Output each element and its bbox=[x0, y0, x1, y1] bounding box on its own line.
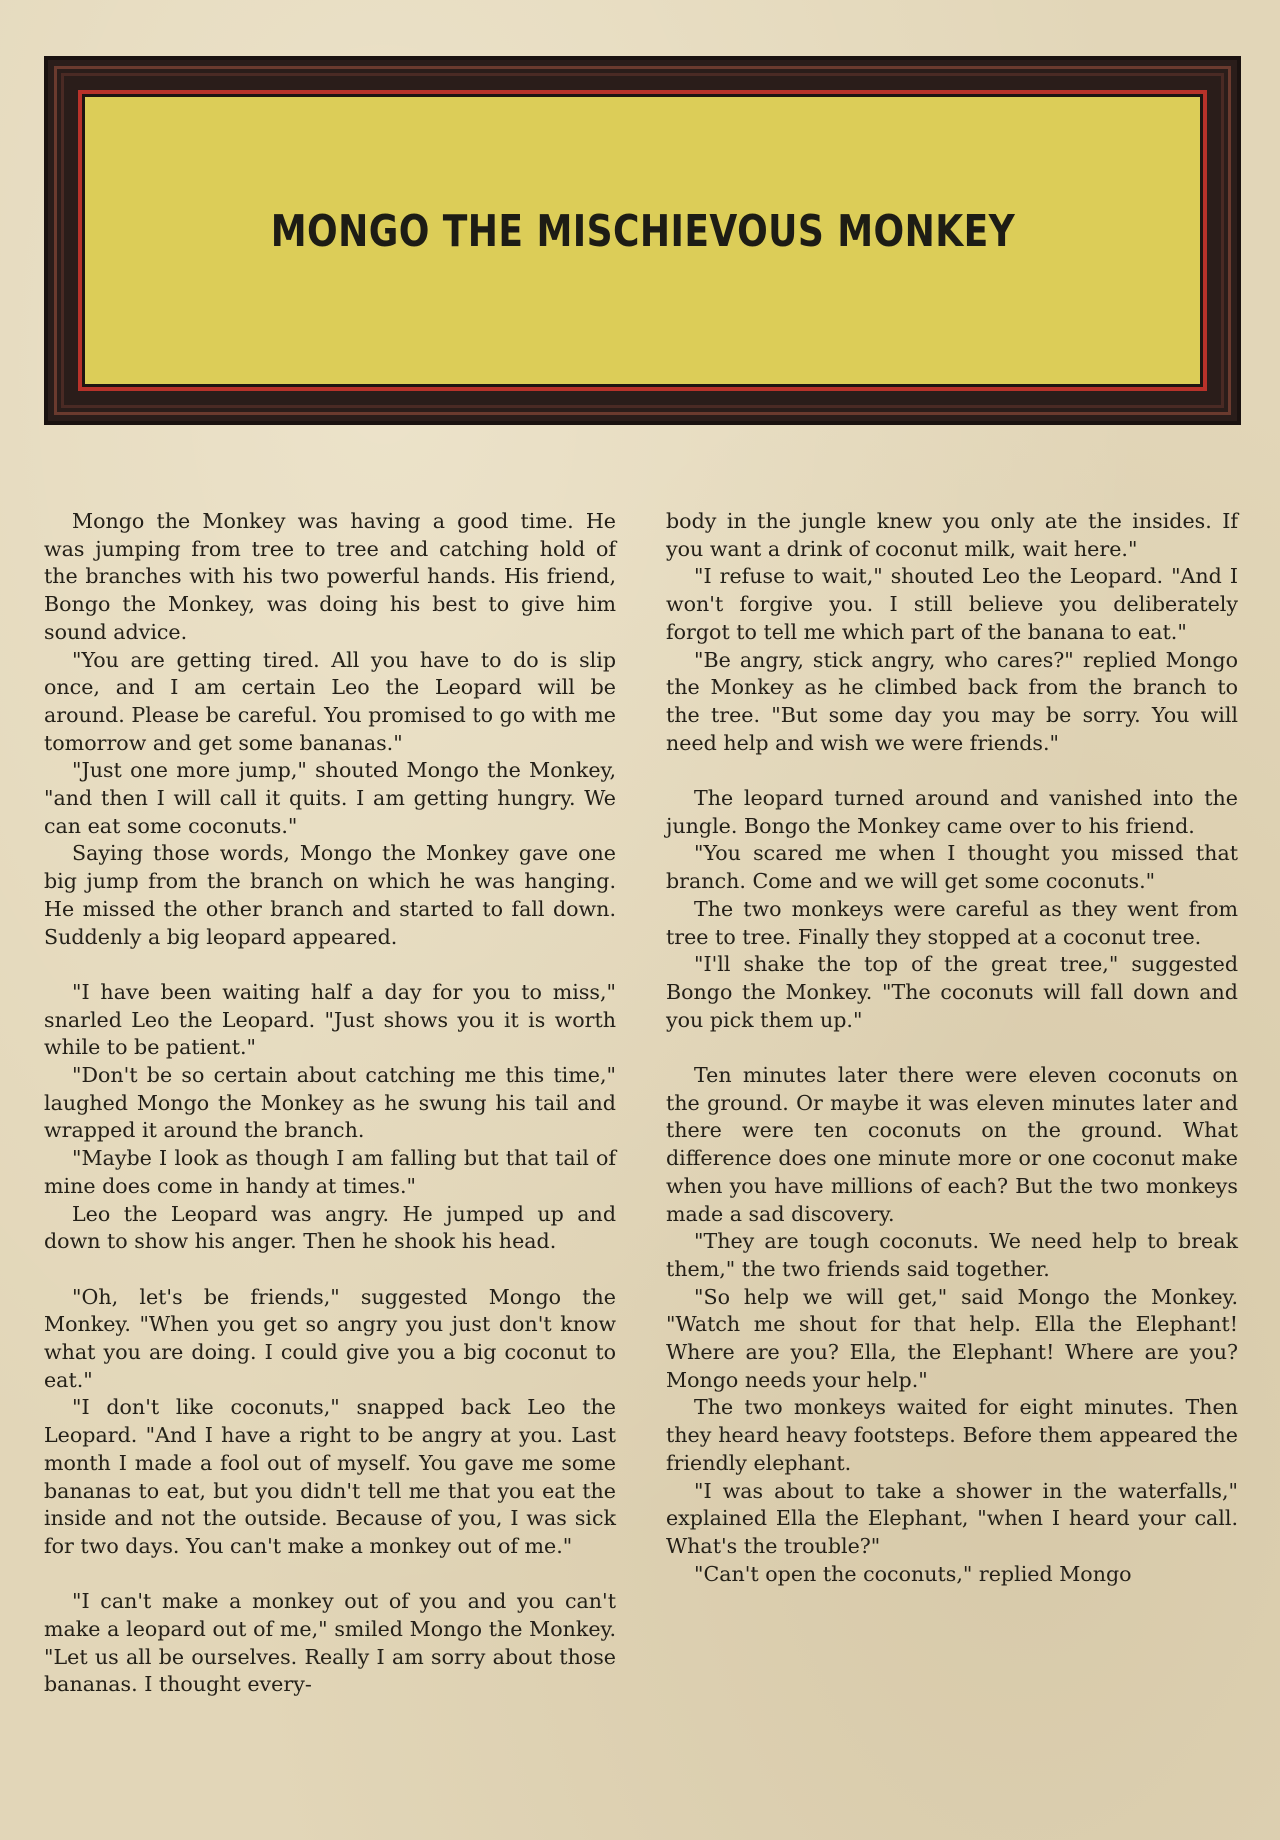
paragraph: "I have been waiting half a day for you to miss," snarled Leo the Leopard. "Just shows you it is worth while to be patient." bbox=[44, 979, 616, 1060]
paragraph: "Just one more jump," shouted Mongo the Monkey, "and then I will call it quits. I am getting hungry. We can eat some coconuts." bbox=[44, 758, 616, 838]
paragraph: "I can't make a monkey out of you and you can't make a leopard out of me," smiled Mongo the Monkey. "Let us all be ourselves. Really I am sorry about those bananas. I thought every- bbox=[44, 1589, 616, 1697]
paragraph: "You are getting tired. All you have to do is slip once, and I am certain Leo the Leopard will be around. Please be careful. You promised to go with me tomorrow and get some bananas." bbox=[44, 647, 616, 755]
right-text-column bbox=[666, 508, 1238, 1588]
paragraph: "Maybe I look as though I am falling but that tail of mine does come in handy at times." bbox=[44, 1146, 616, 1198]
paragraph: "I refuse to wait," shouted Leo the Leopard. "And I won't forgive you. I still believe you deliberately forgot to tell me which part of the banana to eat." bbox=[666, 564, 1238, 644]
paragraph: Leo the Leopard was angry. He jumped up and down to show his anger. Then he shook his head. bbox=[44, 1201, 616, 1254]
paragraph: "I was about to take a shower in the waterfalls," explained Ella the Elephant, "when I heard your call. What's the trouble?" bbox=[666, 1478, 1238, 1558]
story-title: MONGO THE MISCHIEVOUS MONKEY bbox=[270, 206, 1015, 257]
paragraph: "Can't open the coconuts," replied Mongo bbox=[694, 1561, 1132, 1586]
paragraph: "I don't like coconuts," snapped back Leo the Leopard. "And I have a right to be angry at you. Last month I made a fool out of myself. You gave me some bananas to eat, but you didn't tell me that you eat the inside and not the outside. Because of you, I was sick for two days. You can't make a monkey out of me." bbox=[44, 1395, 616, 1558]
paragraph: "They are tough coconuts. We need help to break them," the two friends said together. bbox=[666, 1229, 1238, 1281]
title-panel bbox=[78, 90, 1207, 391]
paragraph: The two monkeys waited for eight minutes. Then they heard heavy footsteps. Before them appeared the friendly elephant. bbox=[666, 1395, 1238, 1475]
paragraph: Ten minutes later there were eleven coconuts on the ground. Or maybe it was eleven minutes later and there were ten coconuts on the ground. What difference does one minute more or one coconut make when you have millions of each? But the two monkeys made a sad discovery. bbox=[666, 1063, 1238, 1226]
paragraph: Saying those words, Mongo the Monkey gave one big jump from the branch on which he was hanging. He missed the other branch and started to fall down. Suddenly a big leopard appeared. bbox=[44, 841, 616, 949]
paragraph: "So help we will get," said Mongo the Monkey. "Watch me shout for that help. Ella the Elephant! Where are you? Ella, the Elephant! Where are you? Mongo needs your help." bbox=[666, 1284, 1238, 1392]
title-banner bbox=[44, 56, 1241, 425]
paragraph: body in the jungle knew you only ate the insides. If you want a drink of coconut milk, wait here." bbox=[666, 509, 1238, 561]
left-text-column bbox=[44, 508, 616, 1699]
paragraph: "I'll shake the top of the great tree," suggested Bongo the Monkey. "The coconuts will fall down and you pick them up." bbox=[666, 952, 1238, 1032]
paragraph: "Be angry, stick angry, who cares?" replied Mongo the Monkey as he climbed back from the branch to the tree. "But some day you may be sorry. You will need help and wish we were friends." bbox=[666, 647, 1238, 755]
paragraph: The leopard turned around and vanished into the jungle. Bongo the Monkey came over to his friend. bbox=[666, 786, 1238, 838]
paragraph: The two monkeys were careful as they went from tree to tree. Finally they stopped at a coconut tree. bbox=[666, 896, 1238, 949]
paragraph: "Oh, let's be friends," suggested Mongo the Monkey. "When you get so angry you just don't know what you are doing. I could give you a big coconut to eat." bbox=[44, 1284, 616, 1392]
paragraph: "Don't be so certain about catching me this time," laughed Mongo the Monkey as he swung his tail and wrapped it around the branch. bbox=[44, 1063, 616, 1143]
paragraph: "You scared me when I thought you missed that branch. Come and we will get some coconuts." bbox=[666, 841, 1238, 894]
paragraph: Mongo the Monkey was having a good time. He was jumping from tree to tree and catching hold of the branches with his two powerful hands. His friend, Bongo the Monkey, was doing his best to give him sound advice. bbox=[44, 509, 616, 644]
